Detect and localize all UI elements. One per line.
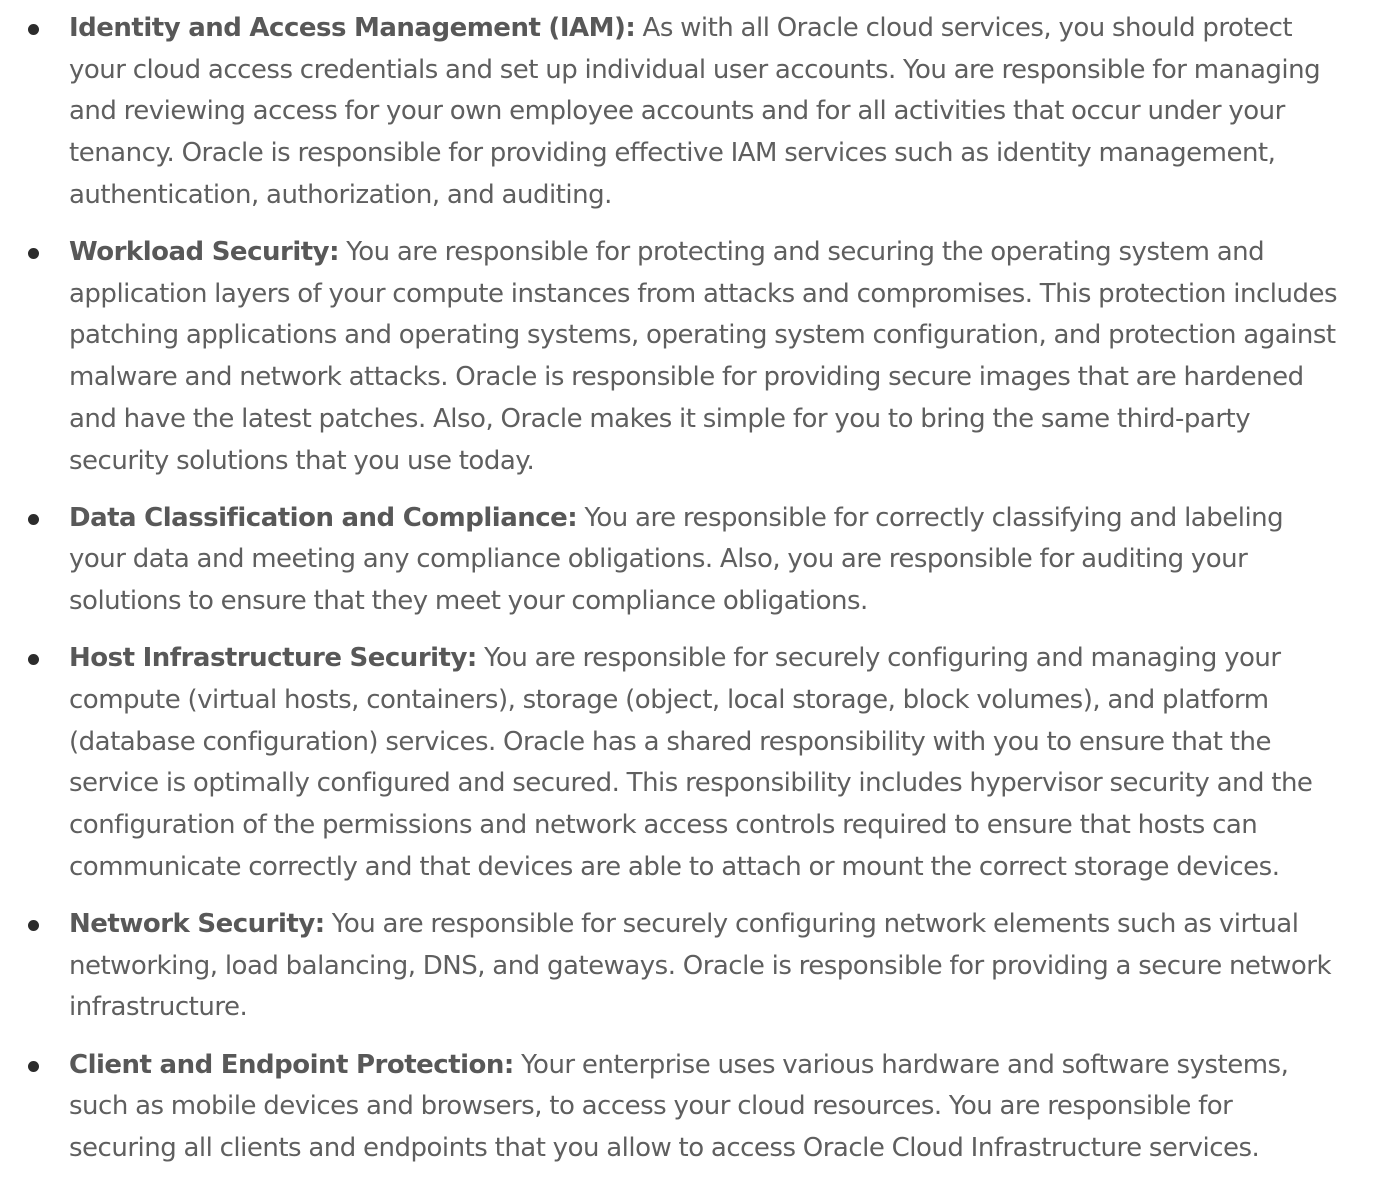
- list-item-iam: [0, 8, 1376, 217]
- item-term: Data Classification and Compliance:: [69, 502, 578, 533]
- bullet-icon: [28, 24, 39, 35]
- item-text: Your enterprise uses various hardware and software systems, such as mobile devices and browsers, to access your cloud resources. You are responsible for securing all clients and endpoints that you allow to access Oracle Cloud Infrastructure services.: [69, 1049, 1289, 1164]
- responsibility-list: [0, 8, 1376, 1185]
- list-item-network-security: [0, 904, 1376, 1029]
- bullet-icon: [28, 654, 39, 665]
- item-text: You are responsible for securely configuring and managing your compute (virtual hosts, containers), storage (object, local storage, block volumes), and platform (database configuration) services. Oracle has a shared responsibility with you to ensure that the service is optimally configured and secured. This responsibility includes hypervisor security and the configuration of the permissions and network access controls required to ensure that hosts can communicate correctly and that devices are able to attach or mount the correct storage devices.: [69, 643, 1313, 882]
- bullet-icon: [28, 514, 39, 525]
- list-item-host-infrastructure: [0, 638, 1376, 888]
- item-text: You are responsible for correctly classifying and labeling your data and meeting any compliance obligations. Also, you are responsible for auditing your solutions to ensure that they meet your compliance obligations.: [69, 502, 1284, 617]
- item-term: Identity and Access Management (IAM):: [69, 13, 636, 43]
- item-text: As with all Oracle cloud services, you should protect your cloud access credentials and set up individual user accounts. You are responsible for managing and reviewing access for your own employee accounts and for all activities that occur under your tenancy. Oracle is responsible for providing effective IAM services such as identity management, authentication, authorization, and auditing.: [69, 13, 1321, 210]
- item-text: You are responsible for protecting and securing the operating system and application layers of your compute instances from attacks and compromises. This protection includes patching applications and operating systems, operating system configuration, and protection against malware and network attacks. Oracle is responsible for providing secure images that are hardened and have the latest patches. Also, Oracle makes it simple for you to bring the same third-party security solutions that you use today.: [69, 237, 1338, 476]
- bullet-icon: [28, 1061, 39, 1072]
- list-item-client-endpoint: [0, 1045, 1376, 1170]
- item-term: Host Infrastructure Security:: [69, 643, 477, 674]
- item-term: Network Security:: [69, 909, 325, 940]
- bullet-icon: [28, 920, 39, 931]
- item-term: Workload Security:: [69, 237, 339, 268]
- bullet-icon: [28, 248, 39, 259]
- list-item-data-classification: [0, 498, 1376, 623]
- list-item-workload-security: [0, 232, 1376, 482]
- item-text: You are responsible for securely configuring network elements such as virtual networking, load balancing, DNS, and gateways. Oracle is responsible for providing a secure network infrastructure.: [69, 909, 1332, 1023]
- item-term: Client and Endpoint Protection:: [69, 1049, 514, 1080]
